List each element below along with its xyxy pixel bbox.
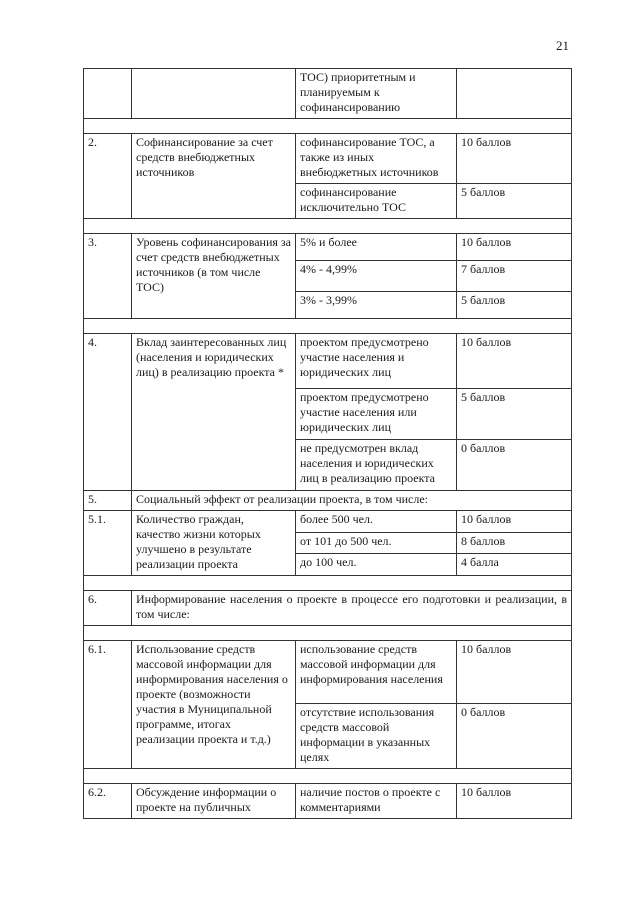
criterion-option: наличие постов о проекте с комментариями <box>296 784 457 819</box>
criterion-name: Уровень софинансирования за счет средств внебюджетных источников (в том числе ТОС) <box>132 234 296 319</box>
row-number: 6. <box>84 591 132 626</box>
criterion-score: 10 баллов <box>457 234 572 261</box>
criterion-score: 0 баллов <box>457 440 572 491</box>
criterion-score: 10 баллов <box>457 334 572 389</box>
criterion-score <box>457 69 572 119</box>
criterion-score: 5 баллов <box>457 184 572 219</box>
table-row <box>84 69 572 119</box>
row-separator <box>84 769 572 784</box>
section-title: Информирование населения о проекте в процессе его подготовки и реализации, в том числе: <box>132 591 572 626</box>
row-number: 5. <box>84 491 132 511</box>
criterion-score: 4 балла <box>457 554 572 576</box>
row-separator <box>84 626 572 641</box>
table-row <box>84 784 572 819</box>
page-number: 21 <box>556 38 569 53</box>
row-number: 4. <box>84 334 132 491</box>
table-row <box>84 491 572 511</box>
row-number: 5.1. <box>84 511 132 576</box>
row-separator <box>84 219 572 234</box>
criterion-score: 7 баллов <box>457 261 572 292</box>
row-number: 6.1. <box>84 641 132 769</box>
row-separator <box>84 319 572 334</box>
row-number: 3. <box>84 234 132 319</box>
criterion-name: Вклад заинтересованных лиц (населения и юридических лиц) в реализацию проекта * <box>132 334 296 491</box>
criterion-score: 10 баллов <box>457 134 572 184</box>
criterion-score: 10 баллов <box>457 511 572 533</box>
criterion-option: более 500 чел. <box>296 511 457 533</box>
criterion-score: 5 баллов <box>457 389 572 440</box>
criterion-option: отсутствие использования средств массовой информации в указанных целях <box>296 704 457 769</box>
row-separator <box>84 576 572 591</box>
criterion-score: 10 баллов <box>457 641 572 704</box>
criterion-option: не предусмотрен вклад населения и юридических лиц в реализацию проекта <box>296 440 457 491</box>
table-row <box>84 511 572 533</box>
criterion-name: Использование средств массовой информации для информирования населения о проекте (возможности участия в Муниципальной программе, итогах реализации проекта и т.д.) <box>132 641 296 769</box>
criterion-option: от 101 до 500 чел. <box>296 532 457 554</box>
criterion-name: Софинансирование за счет средств внебюджетных источников <box>132 134 296 219</box>
criterion-score: 8 баллов <box>457 532 572 554</box>
criterion-name: Количество граждан, качество жизни которых улучшено в результате реализации проекта <box>132 511 296 576</box>
table-row <box>84 334 572 389</box>
criterion-option: 3% - 3,99% <box>296 292 457 319</box>
criterion-option: 5% и более <box>296 234 457 261</box>
criterion-option: проектом предусмотрено участие населения или юридических лиц <box>296 389 457 440</box>
criterion-name: Обсуждение информации о проекте на публичных <box>132 784 296 819</box>
row-separator <box>84 119 572 134</box>
section-title: Социальный эффект от реализации проекта, в том числе: <box>132 491 572 511</box>
criterion-option: софинансирование исключительно ТОС <box>296 184 457 219</box>
table-row <box>84 234 572 261</box>
criterion-score: 5 баллов <box>457 292 572 319</box>
criterion-option: до 100 чел. <box>296 554 457 576</box>
criterion-option: 4% - 4,99% <box>296 261 457 292</box>
criterion-option: использование средств массовой информации для информирования населения <box>296 641 457 704</box>
table-row <box>84 591 572 626</box>
criterion-option: проектом предусмотрено участие населения и юридических лиц <box>296 334 457 389</box>
row-number: 6.2. <box>84 784 132 819</box>
criterion-option: софинансирование ТОС, а также из иных внебюджетных источников <box>296 134 457 184</box>
criteria-table <box>83 68 572 819</box>
row-number <box>84 69 132 119</box>
row-number: 2. <box>84 134 132 219</box>
criterion-score: 10 баллов <box>457 784 572 819</box>
criterion-score: 0 баллов <box>457 704 572 769</box>
table-row <box>84 134 572 184</box>
criterion-name <box>132 69 296 119</box>
table-row <box>84 641 572 704</box>
criterion-option: ТОС) приоритетным и планируемым к софинансированию <box>296 69 457 119</box>
